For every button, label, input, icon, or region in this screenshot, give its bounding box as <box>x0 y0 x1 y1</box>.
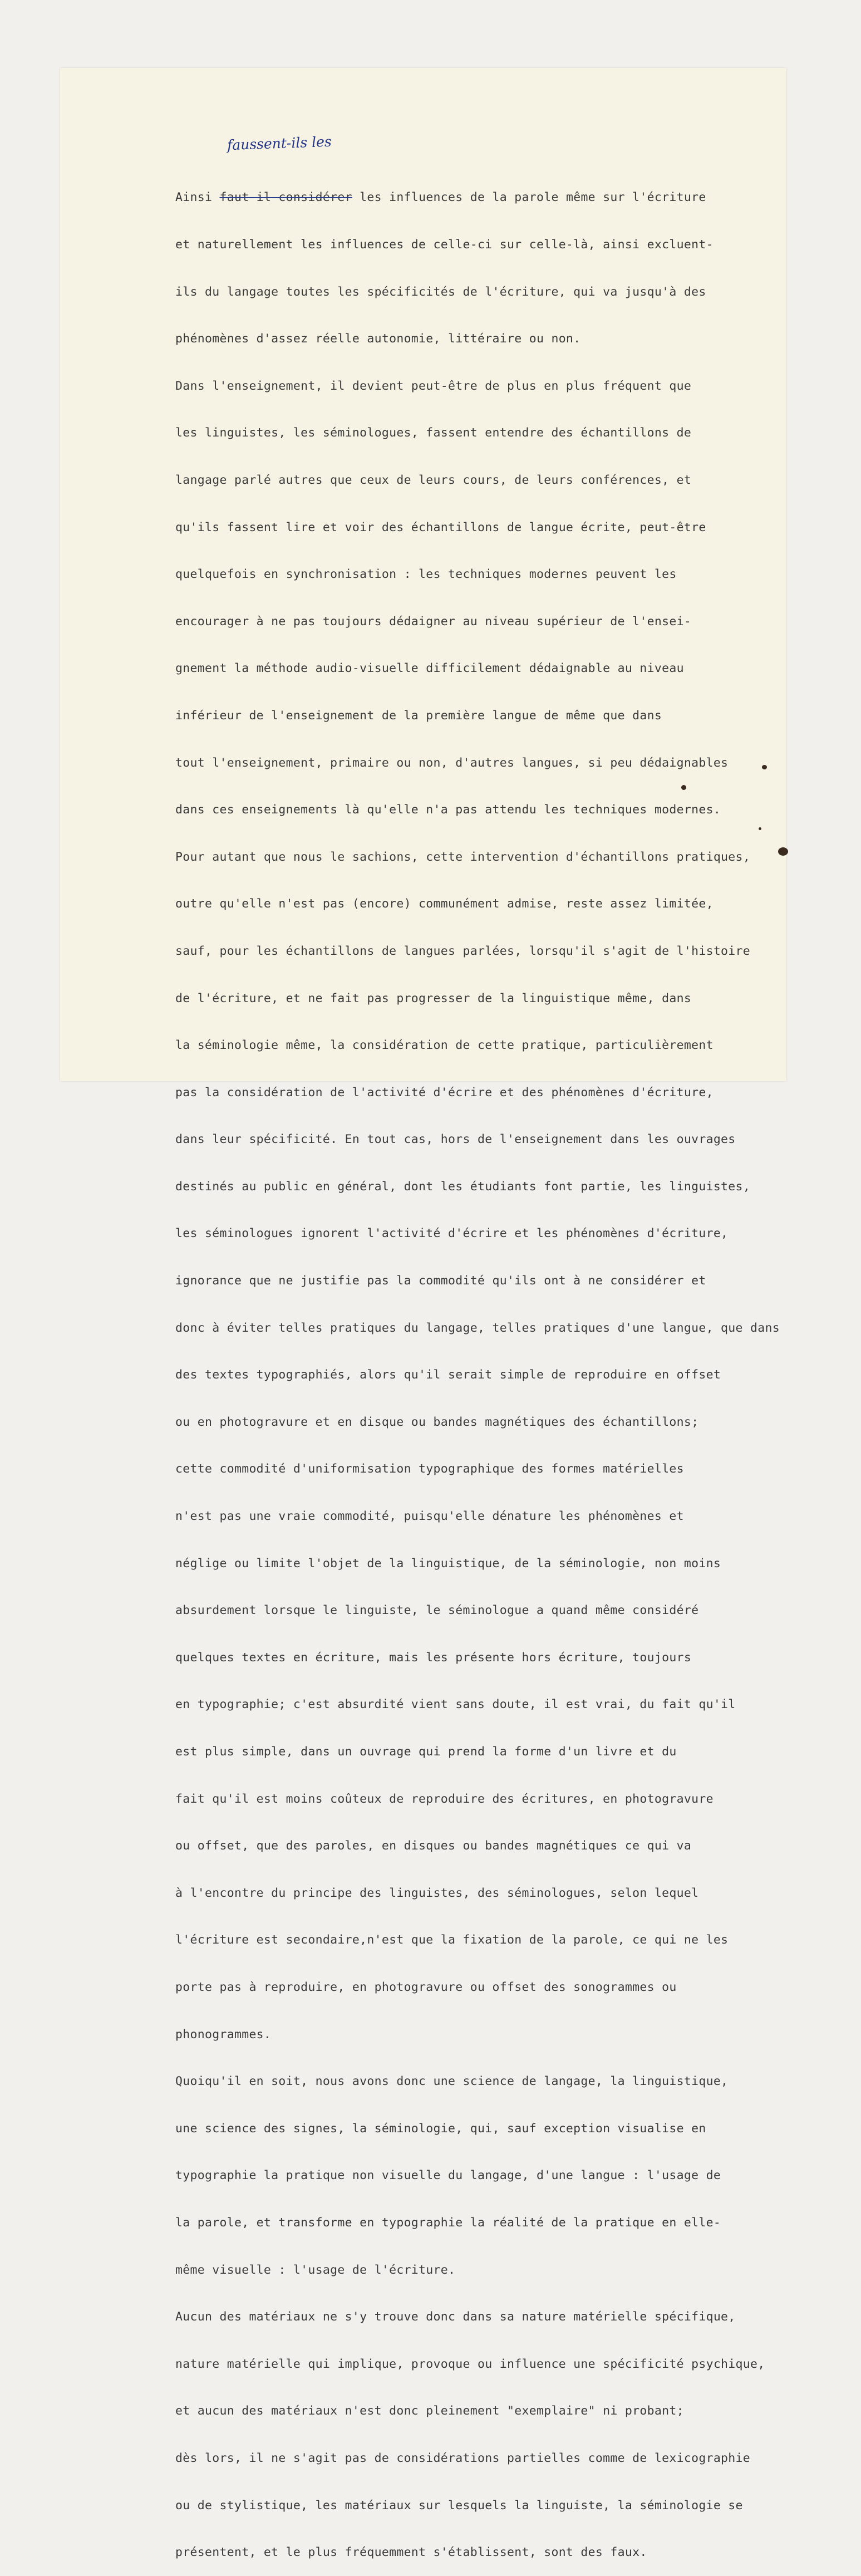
text-line: est plus simple, dans un ouvrage qui prend la forme d'un livre et du <box>175 1745 677 1759</box>
text-line: destinés au public en général, dont les étudiants font partie, les linguistes, <box>175 1179 751 1194</box>
text-line: quelques textes en écriture, mais les présente hors écriture, toujours <box>175 1650 692 1665</box>
text-line: Aucun des matériaux ne s'y trouve donc dans sa nature matérielle spécifique, <box>175 2310 736 2324</box>
text-line: outre qu'elle n'est pas (encore) communément admise, reste assez limitée, <box>175 897 714 911</box>
text-line: inférieur de l'enseignement de la première langue de même que dans <box>175 708 662 723</box>
text-line: encourager à ne pas toujours dédaigner au niveau supérieur de l'ensei- <box>175 614 692 629</box>
text-line: la séminologie même, la considération de cette pratique, particulièrement <box>175 1038 714 1053</box>
text-line: porte pas à reproduire, en photogravure ou offset des sonogrammes ou <box>175 1980 677 1994</box>
text-line: Dans l'enseignement, il devient peut-être de plus en plus fréquent que <box>175 379 692 393</box>
text-line: même visuelle : l'usage de l'écriture. <box>175 2263 456 2277</box>
text-line: dans ces enseignements là qu'elle n'a pas attendu les techniques modernes. <box>175 803 721 817</box>
text-line: nature matérielle qui implique, provoque ou influence une spécificité psychique, <box>175 2357 765 2371</box>
text-line: ou en photogravure et en disque ou bandes magnétiques des échantillons; <box>175 1415 699 1429</box>
text-line: Quoiqu'il en soit, nous avons donc une science de langage, la linguistique, <box>175 2074 729 2089</box>
handwritten-annotation: faussent-ils les <box>227 133 332 154</box>
text-line: quelquefois en synchronisation : les techniques modernes peuvent les <box>175 567 677 582</box>
text-line: ignorance que ne justifie pas la commodité qu'ils ont à ne considérer et <box>175 1274 706 1288</box>
text-line: qu'ils fassent lire et voir des échantillons de langue écrite, peut-être <box>175 520 706 534</box>
text-line: absurdement lorsque le linguiste, le séminologue a quand même considéré <box>175 1603 699 1618</box>
text-line: sauf, pour les échantillons de langues parlées, lorsqu'il s'agit de l'histoire <box>175 944 751 958</box>
text-line: phénomènes d'assez réelle autonomie, littéraire ou non. <box>175 332 581 346</box>
text-line: langage parlé autres que ceux de leurs cours, de leurs conférences, et <box>175 473 692 487</box>
text-line: néglige ou limite l'objet de la linguistique, de la séminologie, non moins <box>175 1556 721 1571</box>
ink-spot-mark <box>681 785 686 790</box>
text-line: la parole, et transforme en typographie la réalité de la pratique en elle- <box>175 2215 721 2230</box>
typed-body-text <box>175 159 782 2576</box>
text-line: des textes typographiés, alors qu'il serait simple de reproduire en offset <box>175 1368 721 1382</box>
struck-through-phrase: faut-il considérer <box>219 190 352 205</box>
text-line: et naturellement les influences de celle-ci sur celle-là, ainsi excluent- <box>175 238 714 252</box>
text-line: cette commodité d'uniformisation typographique des formes matérielles <box>175 1462 684 1476</box>
text-line: pas la considération de l'activité d'écrire et des phénomènes d'écriture, <box>175 1085 714 1100</box>
ink-spot-mark <box>762 765 767 769</box>
text-line: typographie la pratique non visuelle du langage, d'une langue : l'usage de <box>175 2168 721 2183</box>
ink-spot-mark <box>778 847 788 856</box>
text-line: n'est pas une vraie commodité, puisqu'elle dénature les phénomènes et <box>175 1509 684 1524</box>
text-line: l'écriture est secondaire,n'est que la fixation de la parole, ce qui ne les <box>175 1933 729 1947</box>
text-line: les séminologues ignorent l'activité d'écrire et les phénomènes d'écriture, <box>175 1226 729 1241</box>
text-line: en typographie; c'est absurdité vient sans doute, il est vrai, du fait qu'il <box>175 1697 736 1712</box>
first-line-end: les influences de la parole même sur l'écriture <box>352 190 706 205</box>
text-line: dès lors, il ne s'agit pas de considérations partielles comme de lexicographie <box>175 2451 751 2465</box>
text-line: de l'écriture, et ne fait pas progresser de la linguistique même, dans <box>175 991 692 1005</box>
text-line: Pour autant que nous le sachions, cette intervention d'échantillons pratiques, <box>175 850 751 864</box>
text-line: gnement la méthode audio-visuelle difficilement dédaignable au niveau <box>175 661 684 676</box>
text-line: les linguistes, les séminologues, fassent entendre des échantillons de <box>175 426 692 440</box>
text-line: et aucun des matériaux n'est donc pleinement "exemplaire" ni probant; <box>175 2404 684 2418</box>
ink-spot-mark <box>759 827 761 830</box>
text-line: tout l'enseignement, primaire ou non, d'autres langues, si peu dédaignables <box>175 755 729 770</box>
text-line-1 <box>175 190 782 205</box>
text-line: phonogrammes. <box>175 2027 272 2042</box>
text-line: ils du langage toutes les spécificités de l'écriture, qui va jusqu'à des <box>175 284 706 299</box>
text-line: ou de stylistique, les matériaux sur lesquels la linguiste, la séminologie se <box>175 2498 743 2513</box>
text-line: ou offset, que des paroles, en disques ou bandes magnétiques ce qui va <box>175 1839 692 1853</box>
text-line: présentent, et le plus fréquemment s'établissent, sont des faux. <box>175 2545 647 2560</box>
text-line: une science des signes, la séminologie, qui, sauf exception visualise en <box>175 2121 706 2136</box>
text-line: donc à éviter telles pratiques du langage, telles pratiques d'une langue, que dans <box>175 1321 780 1335</box>
text-line: dans leur spécificité. En tout cas, hors de l'enseignement dans les ouvrages <box>175 1132 736 1147</box>
text-line: fait qu'il est moins coûteux de reproduire des écritures, en photogravure <box>175 1792 714 1806</box>
first-line-start: Ainsi <box>175 190 220 205</box>
text-line: à l'encontre du principe des linguistes, des séminologues, selon lequel <box>175 1886 699 1900</box>
